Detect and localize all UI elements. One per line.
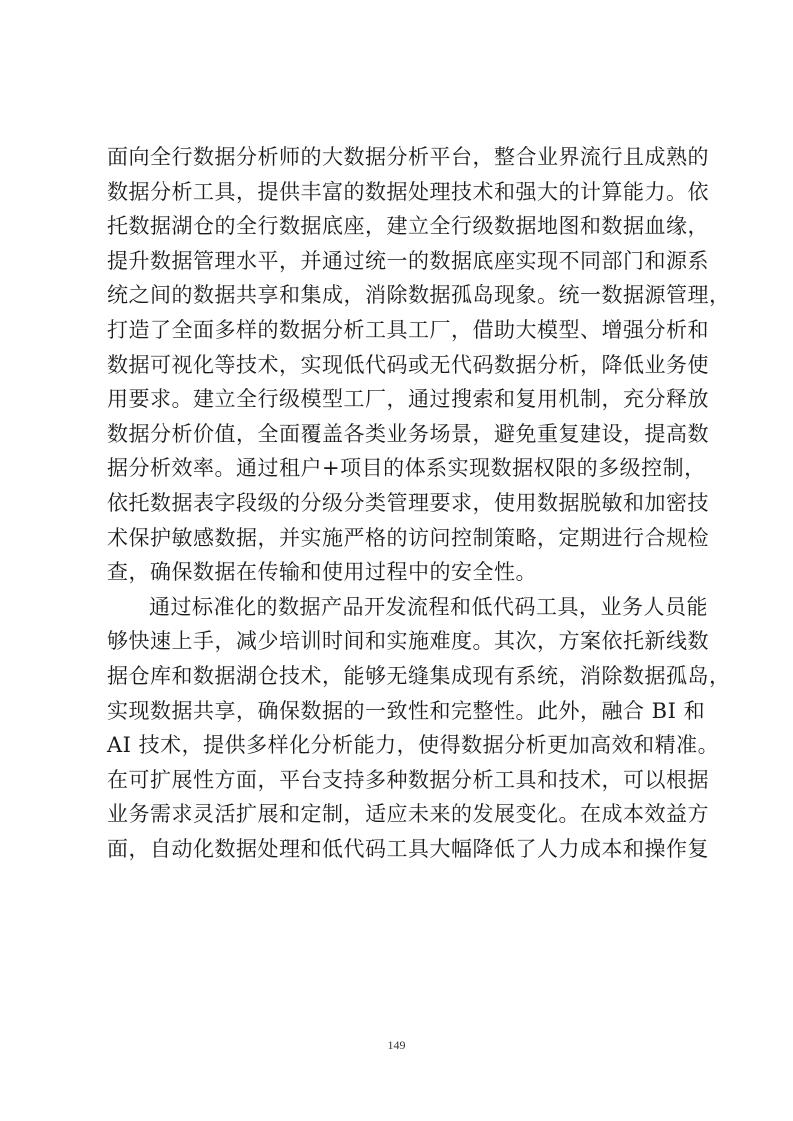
text-line: 数据分析价值，全面覆盖各类业务场景，避免重复建设，提高数 bbox=[107, 421, 709, 446]
text-line: AI 技术，提供多样化分析能力，使得数据分析更加高效和精准。 bbox=[107, 733, 720, 758]
text-line: 面，自动化数据处理和低代码工具大幅降低了人力成本和操作复 bbox=[107, 836, 709, 861]
text-line: 提升数据管理水平，并通过统一的数据底座实现不同部门和源系 bbox=[107, 248, 709, 273]
body-text bbox=[107, 140, 731, 866]
text-line: 业务需求灵活扩展和定制，适应未来的发展变化。在成本效益方 bbox=[107, 802, 709, 827]
page-number: 149 bbox=[387, 1038, 406, 1052]
paragraph-end-line: 查，确保数据在传输和使用过程中的安全性。 bbox=[107, 560, 537, 585]
paragraph-start-line: 通过标准化的数据产品开发流程和低代码工具，业务人员能 bbox=[149, 594, 708, 619]
text-line: 数据分析工具，提供丰富的数据处理技术和强大的计算能力。依 bbox=[107, 179, 709, 204]
text-line: 面向全行数据分析师的大数据分析平台，整合业界流行且成熟的 bbox=[107, 145, 709, 169]
text-line: 依托数据表字段级的分级分类管理要求，使用数据脱敏和加密技 bbox=[107, 490, 709, 515]
text-line: 实现数据共享，确保数据的一致性和完整性。此外，融合 BI 和 bbox=[107, 698, 706, 723]
text-line: 够快速上手，减少培训时间和实施难度。其次，方案依托新线数 bbox=[107, 629, 709, 654]
text-line: 据仓库和数据湖仓技术，能够无缝集成现有系统，消除数据孤岛， bbox=[107, 663, 731, 688]
text-line: 托数据湖仓的全行数据底座，建立全行级数据地图和数据血缘， bbox=[107, 214, 709, 239]
text-line: 打造了全面多样的数据分析工具工厂，借助大模型、增强分析和 bbox=[107, 317, 709, 342]
text-line: 在可扩展性方面，平台支持多种数据分析工具和技术，可以根据 bbox=[107, 767, 709, 792]
text-line: 用要求。建立全行级模型工厂，通过搜索和复用机制，充分释放 bbox=[107, 387, 709, 412]
text-line: 术保护敏感数据，并实施严格的访问控制策略，定期进行合规检 bbox=[107, 525, 709, 550]
text-line: 数据可视化等技术，实现低代码或无代码数据分析，降低业务使 bbox=[107, 352, 709, 377]
text-line: 据分析效率。通过租户+项目的体系实现数据权限的多级控制， bbox=[107, 456, 706, 481]
text-line: 统之间的数据共享和集成，消除数据孤岛现象。统一数据源管理， bbox=[107, 283, 731, 308]
